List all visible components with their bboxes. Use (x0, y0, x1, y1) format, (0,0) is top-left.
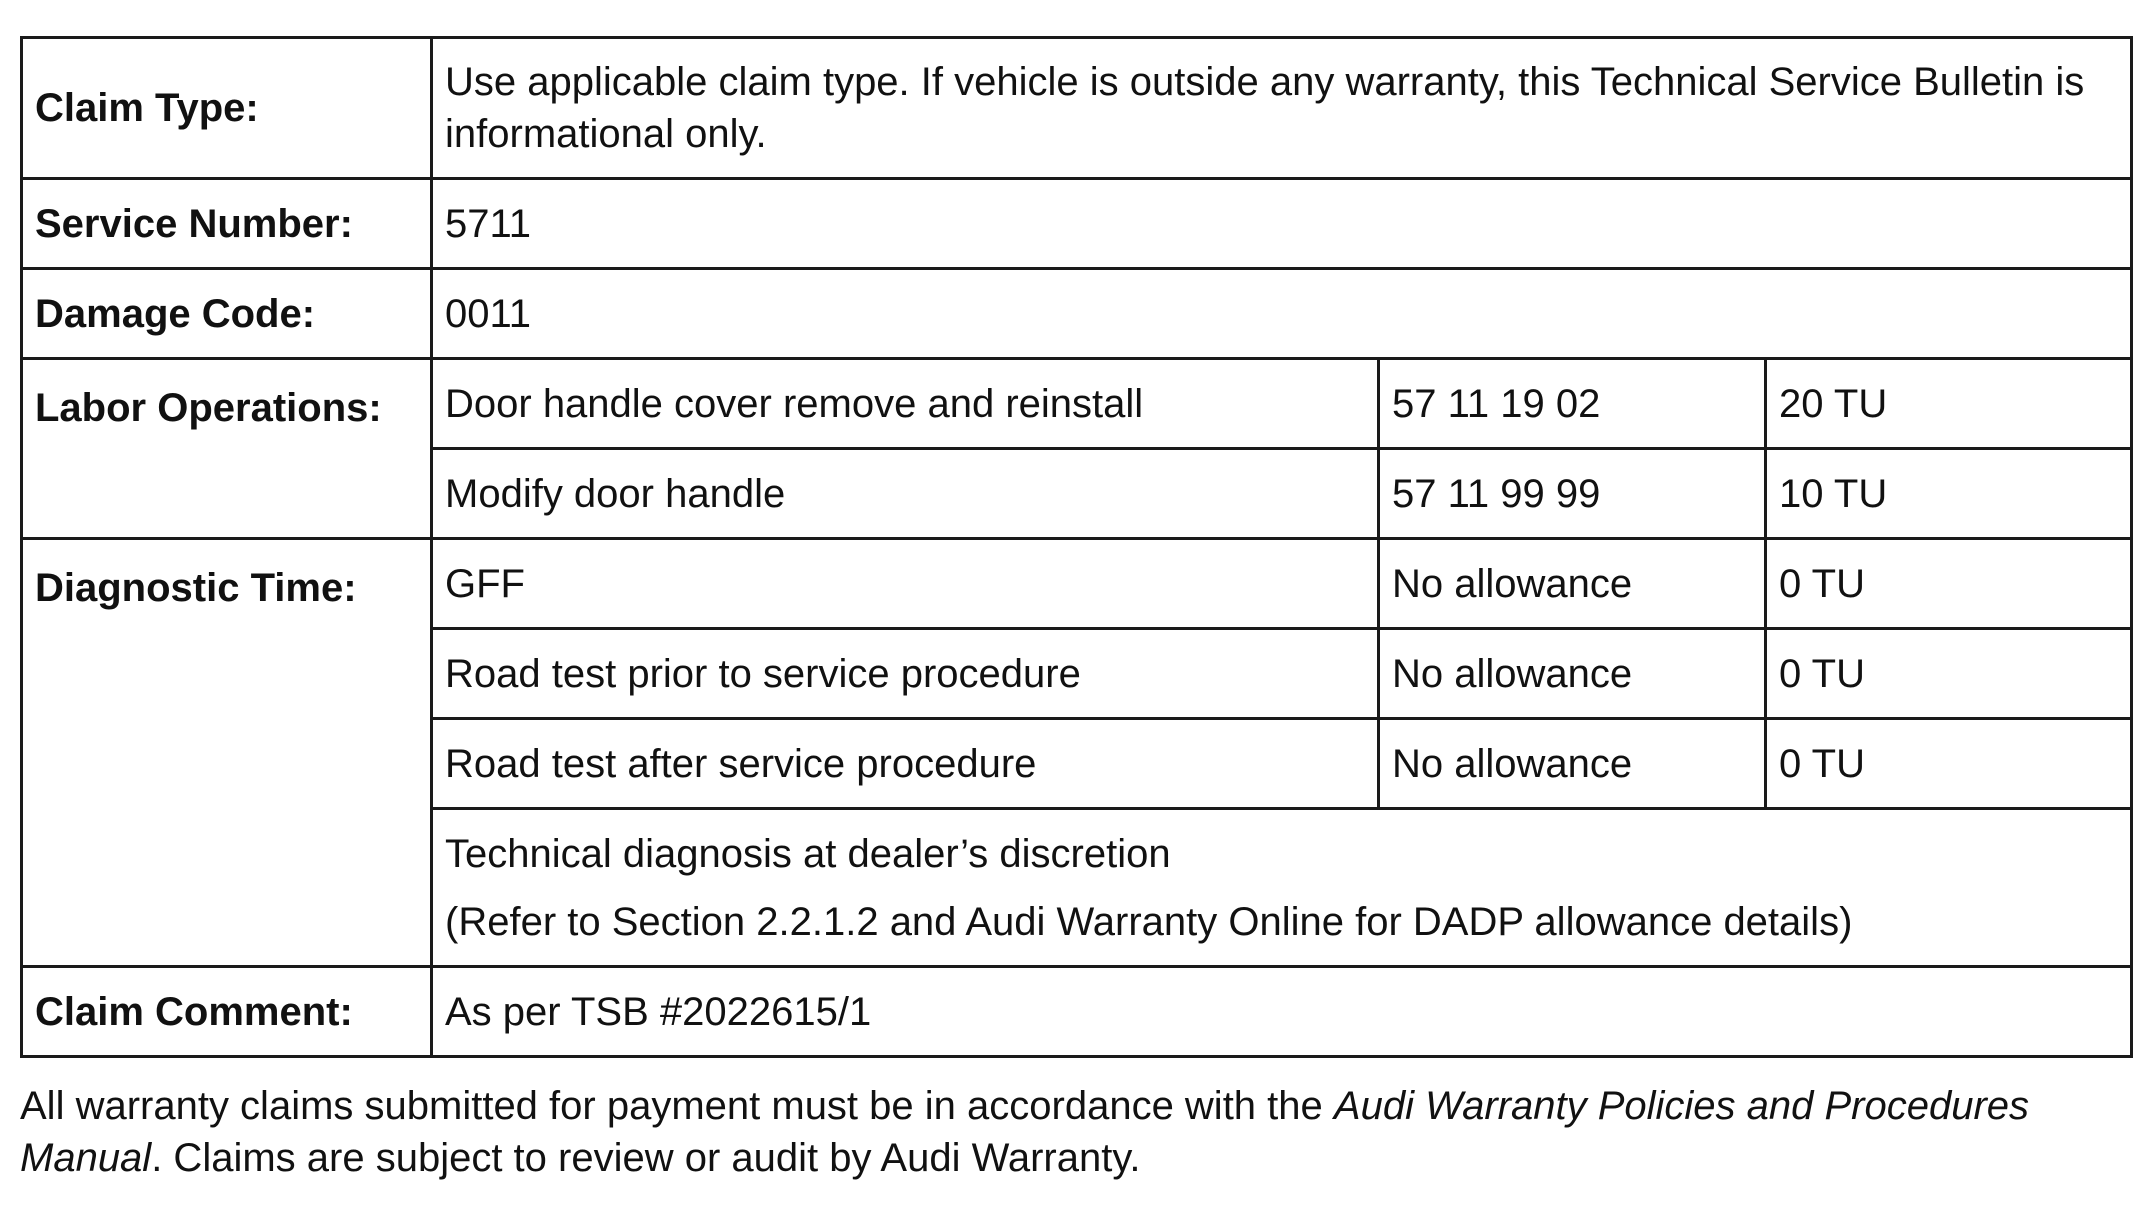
labor-operation-description: Door handle cover remove and reinstall (432, 359, 1379, 449)
damage-code-value: 0011 (432, 269, 2132, 359)
diagnostic-allowance: No allowance (1379, 719, 1766, 809)
claim-comment-label: Claim Comment: (22, 967, 432, 1057)
diagnostic-description: Road test after service procedure (432, 719, 1379, 809)
diagnostic-time-label: Diagnostic Time: (22, 539, 432, 967)
labor-operation-code: 57 11 99 99 (1379, 449, 1766, 539)
claim-comment-row (22, 967, 2132, 1057)
labor-operation-time: 10 TU (1766, 449, 2132, 539)
diagnostic-description: GFF (432, 539, 1379, 629)
service-number-value: 5711 (432, 179, 2132, 269)
claim-type-label: Claim Type: (22, 38, 432, 179)
diagnostic-allowance: No allowance (1379, 539, 1766, 629)
disclaimer-text-start: All warranty claims submitted for payment must be in accordance with the (20, 1084, 1334, 1128)
diagnostic-time-row (22, 539, 2132, 629)
claim-comment-value: As per TSB #2022615/1 (432, 967, 2132, 1057)
diagnostic-time: 0 TU (1766, 629, 2132, 719)
warranty-info-page (20, 36, 2130, 1184)
diagnostic-allowance: No allowance (1379, 629, 1766, 719)
service-number-label: Service Number: (22, 179, 432, 269)
warranty-claim-table (20, 36, 2133, 1058)
diagnostic-time: 0 TU (1766, 719, 2132, 809)
claim-type-row (22, 38, 2132, 179)
claim-type-value: Use applicable claim type. If vehicle is outside any warranty, this Technical Service Bulletin is informational only. (432, 38, 2132, 179)
diagnostic-note-line-1: Technical diagnosis at dealer’s discretion (445, 831, 1171, 876)
diagnostic-description: Road test prior to service procedure (432, 629, 1379, 719)
service-number-row (22, 179, 2132, 269)
diagnostic-note-line-2: (Refer to Section 2.2.1.2 and Audi Warranty Online for DADP allowance details) (445, 899, 1853, 944)
warranty-disclaimer (20, 1080, 2140, 1184)
labor-operation-description: Modify door handle (432, 449, 1379, 539)
labor-operations-label: Labor Operations: (22, 359, 432, 539)
disclaimer-text-end: . Claims are subject to review or audit by Audi Warranty. (151, 1136, 1141, 1180)
labor-operation-time: 20 TU (1766, 359, 2132, 449)
diagnostic-note (432, 809, 2132, 967)
diagnostic-time: 0 TU (1766, 539, 2132, 629)
damage-code-label: Damage Code: (22, 269, 432, 359)
damage-code-row (22, 269, 2132, 359)
manual-title: Audi Warranty Policies and Procedures Manual (20, 1084, 2030, 1180)
labor-operation-code: 57 11 19 02 (1379, 359, 1766, 449)
labor-operation-row (22, 359, 2132, 449)
